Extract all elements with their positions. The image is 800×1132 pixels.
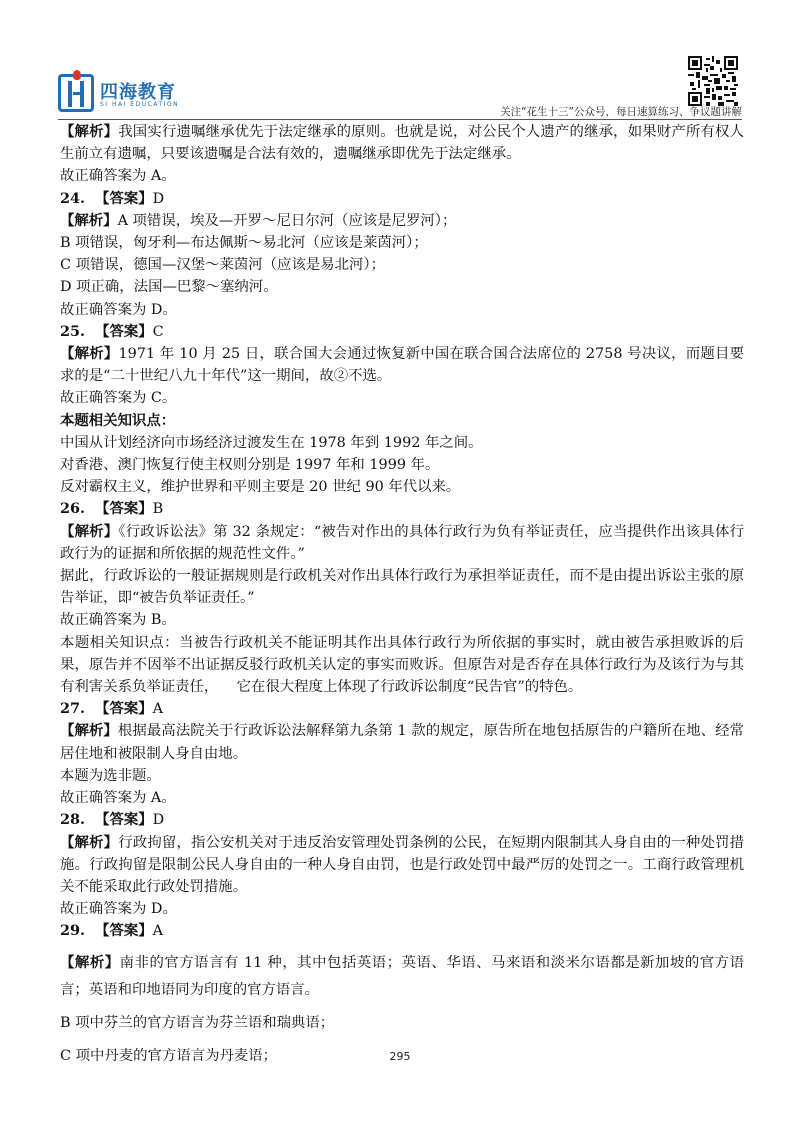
text-line xyxy=(60,387,744,409)
text-line xyxy=(60,299,744,321)
line-label: 28. 【答案】 xyxy=(60,811,153,829)
line-text: 故正确答案为 C。 xyxy=(60,390,177,407)
text-line xyxy=(60,476,744,498)
line-label: 27. 【答案】 xyxy=(60,700,153,718)
text-line xyxy=(60,1010,744,1037)
line-label: 【解析】 xyxy=(60,833,119,851)
logo-text: 四海教育 xyxy=(100,82,176,103)
text-line xyxy=(60,609,744,631)
line-text: B 项错误，匈牙利—布达佩斯～易北河（应该是莱茵河）； xyxy=(60,235,428,252)
line-text: 故正确答案为 B。 xyxy=(60,612,176,629)
text-line xyxy=(60,949,744,1004)
document-body xyxy=(60,121,744,1070)
text-line xyxy=(60,787,744,809)
header-tagline: 关注“花生十三”公众号，每日速算练习、争议题讲解 xyxy=(500,106,742,118)
text-line xyxy=(60,565,744,609)
line-text: 根据最高法院关于行政诉讼法解释第九条第 1 款的规定，原告所在地包括原告的户籍所在地、经常居住地和被限制人身自由地。 xyxy=(60,723,744,762)
line-text: B 项中芬兰的官方语言为芬兰语和瑞典语； xyxy=(60,1014,335,1031)
line-label: 26. 【答案】 xyxy=(60,500,153,518)
line-label: 【解析】 xyxy=(60,722,118,740)
text-line xyxy=(60,165,744,187)
text-line xyxy=(60,809,744,831)
line-label: 【解析】 xyxy=(60,953,120,971)
qr-code-icon xyxy=(688,56,738,106)
text-line xyxy=(60,410,744,432)
text-line xyxy=(60,698,744,720)
header-divider xyxy=(58,119,742,120)
line-label: 25. 【答案】 xyxy=(60,322,153,340)
line-text: 故正确答案为 D。 xyxy=(60,901,177,918)
text-line xyxy=(60,521,744,565)
text-line xyxy=(60,210,744,232)
text-line xyxy=(60,254,744,276)
page-number: 295 xyxy=(389,1050,411,1063)
text-line xyxy=(60,432,744,454)
line-text: 故正确答案为 D。 xyxy=(60,301,177,318)
line-text: A xyxy=(152,923,164,940)
text-line xyxy=(60,276,744,298)
text-line xyxy=(60,632,744,699)
line-text: 行政拘留，指公安机关对于违反治安管理处罚条例的公民，在短期内限制其人身自由的一种处罚措施。行政拘留是限制公民人身自由的一种人身自由罚，也是行政处罚中最严厉的处罚之一。工商行政管理机关不能采取此行政处罚措施。 xyxy=(60,834,744,895)
line-text: 1971 年 10 月 25 日，联合国大会通过恢复新中国在联合国合法席位的 2758 号决议，而题目要求的是“二十世纪八九十年代”这一期间，故②不选。 xyxy=(60,346,744,385)
text-line xyxy=(60,832,744,899)
line-text: C xyxy=(152,323,164,340)
line-text: 本题为选非题。 xyxy=(60,767,161,784)
text-line xyxy=(60,454,744,476)
text-line xyxy=(60,232,744,254)
line-text: A xyxy=(152,701,164,718)
line-label: 【解析】 xyxy=(60,211,118,229)
text-line xyxy=(60,720,744,764)
line-text: D xyxy=(152,190,165,207)
logo-mark-icon xyxy=(58,74,94,112)
text-line xyxy=(60,321,744,343)
line-text: 据此，行政诉讼的一般证据规则是行政机关对作出具体行政行为承担举证责任，而不是由提出诉讼主张的原告举证，即“被告负举证责任。” xyxy=(60,568,744,607)
line-label: 【解析】 xyxy=(60,522,119,540)
line-text: 反对霸权主义，维护世界和平则主要是 20 世纪 90 年代以来。 xyxy=(60,479,461,496)
line-text: D 项正确，法国—巴黎～塞纳河。 xyxy=(60,279,278,296)
text-line xyxy=(60,121,744,165)
line-text: D xyxy=(152,812,165,829)
line-text: A 项错误，埃及—开罗～尼日尔河（应该是尼罗河）； xyxy=(117,212,457,229)
line-text: 故正确答案为 A。 xyxy=(60,790,176,807)
line-text: 南非的官方语言有 11 种，其中包括英语；英语、华语、马来语和淡米尔语都是新加坡的官方语言；英语和印地语同为印度的官方语言。 xyxy=(60,954,744,998)
line-text: 本题相关知识点：当被告行政机关不能证明其作出具体行政行为所依据的事实时，就由被告承担败诉的后果，原告并不因举不出证据反驳行政机关认定的事实而败诉。但原告对是否存在具体行政行为及该行为与其有利害关系负举证责任， 它在很大程度上体现了行政诉讼制度“民告官”的特色。 xyxy=(60,634,744,696)
line-label: 【解析】 xyxy=(60,345,119,363)
line-label: 24. 【答案】 xyxy=(60,189,153,207)
text-line xyxy=(60,188,744,210)
logo xyxy=(58,74,178,114)
text-line xyxy=(60,765,744,787)
text-line xyxy=(60,920,744,942)
page-header xyxy=(0,0,800,120)
line-text: 我国实行遗嘱继承优先于法定继承的原则。也就是说，对公民个人遗产的继承，如果财产所有权人生前立有遗嘱，只要该遗嘱是合法有效的，遗嘱继承即优先于法定继承。 xyxy=(60,124,744,163)
text-line xyxy=(60,498,744,520)
line-text: B xyxy=(152,501,164,518)
line-label: 29. 【答案】 xyxy=(60,922,153,940)
text-line xyxy=(60,343,744,387)
line-text: 《行政诉讼法》第 32 条规定：“被告对作出的具体行政行为负有举证责任，应当提供作出该具体行政行为的证据和所依据的规范性文件。” xyxy=(60,523,744,562)
line-text: C 项中丹麦的官方语言为丹麦语； xyxy=(60,1047,278,1064)
line-text: 对香港、澳门恢复行使主权则分别是 1997 年和 1999 年。 xyxy=(60,457,440,474)
line-text: C 项错误，德国—汉堡～莱茵河（应该是易北河）； xyxy=(60,257,385,274)
line-text: 中国从计划经济向市场经济过渡发生在 1978 年到 1992 年之间。 xyxy=(60,434,483,451)
line-label: 本题相关知识点： xyxy=(60,411,176,429)
line-label: 【解析】 xyxy=(60,123,119,140)
text-line xyxy=(60,898,744,920)
line-text: 故正确答案为 A。 xyxy=(60,168,176,185)
logo-subtitle: SI HAI EDUCATION xyxy=(100,101,180,108)
